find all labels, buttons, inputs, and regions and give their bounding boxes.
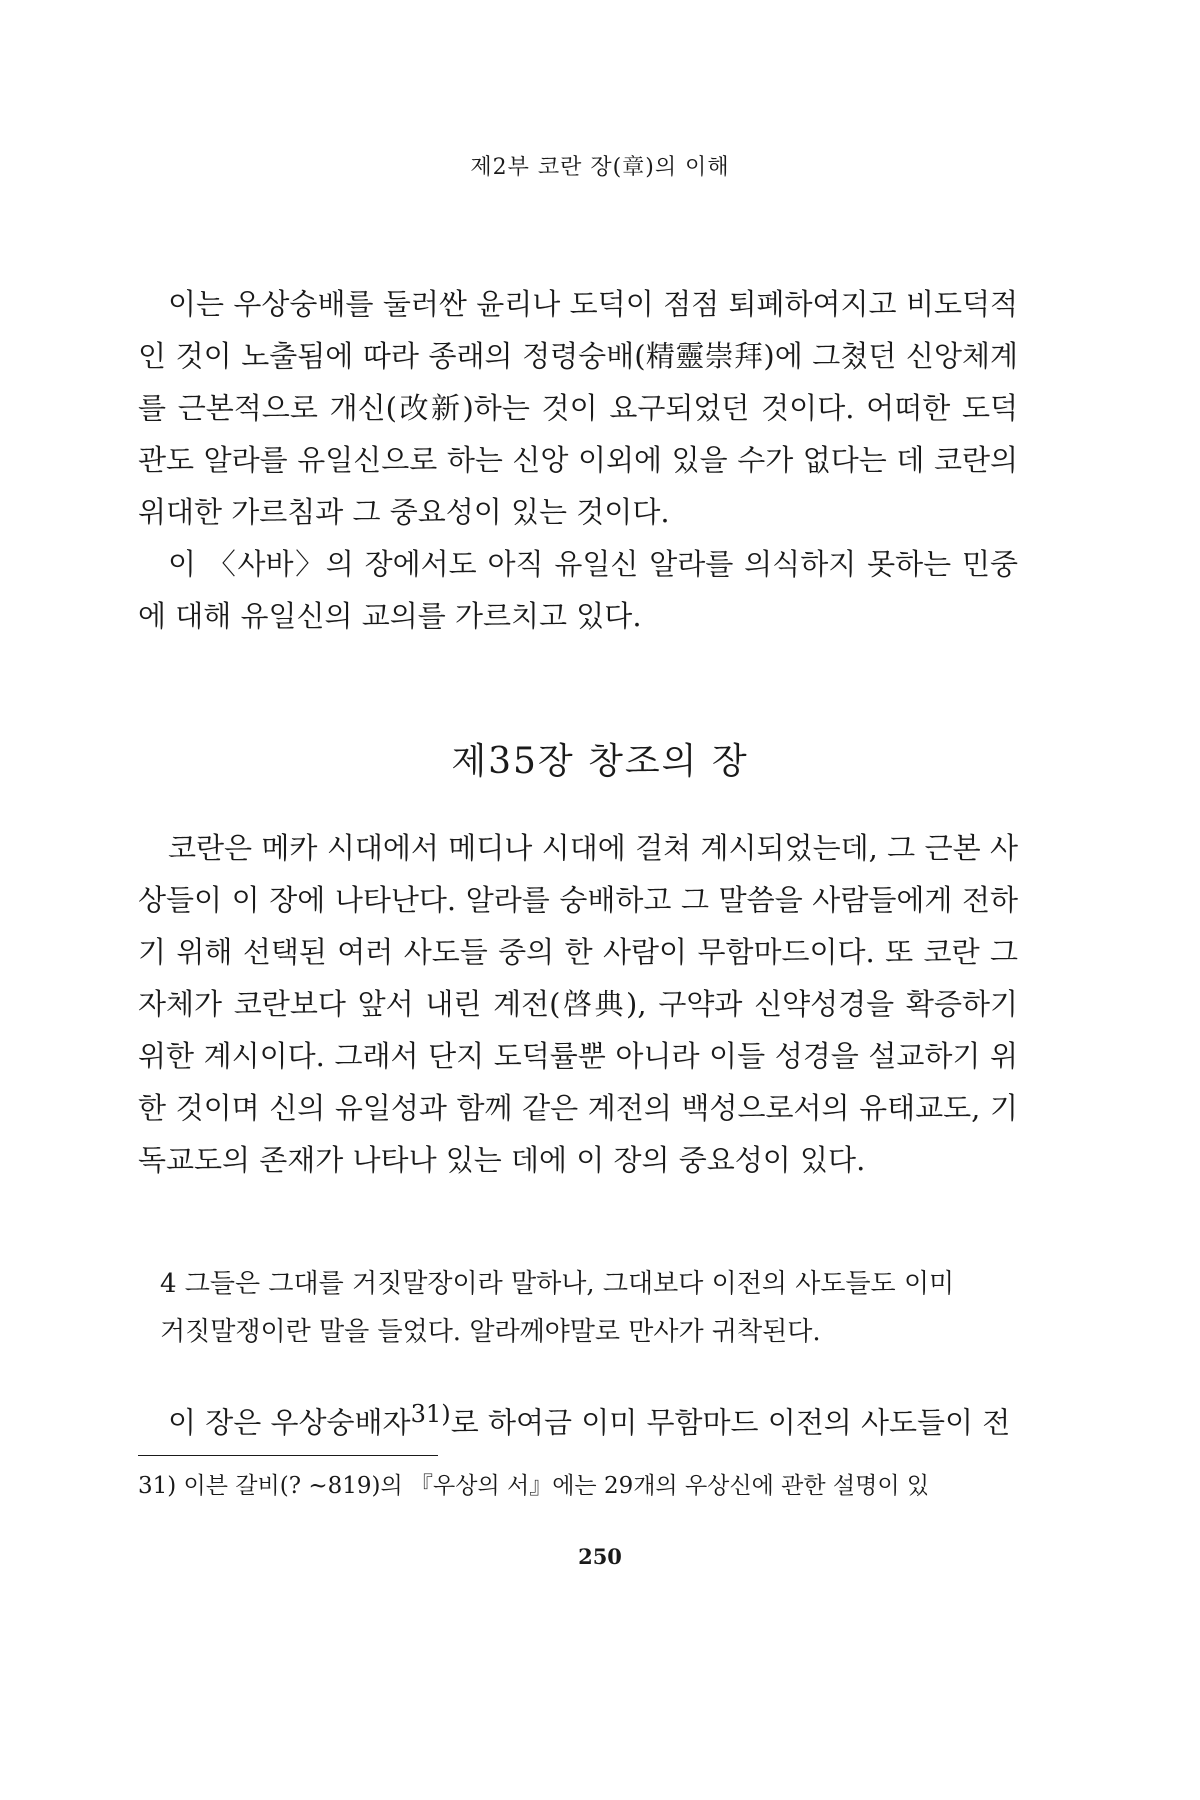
page-number: 250 [578, 1544, 622, 1569]
continuation-paragraph [138, 1388, 1018, 1449]
continuation-after: 로 하여금 이미 무함마드 이전의 사도들이 전 [450, 1405, 1011, 1440]
intro-section [138, 278, 1018, 642]
intro-paragraph: 이 〈사바〉의 장에서도 아직 유일신 알라를 의식하지 못하는 민중에 대해 유일신의 교의를 가르치고 있다. [138, 547, 1018, 633]
continuation-before: 이 장은 우상숭배자 [168, 1405, 411, 1440]
continuation-text [138, 1388, 1018, 1449]
chapter-body [138, 822, 1018, 1186]
footnote-reference: 31) [410, 1400, 451, 1428]
verse-text: 4 그들은 그대를 거짓말장이라 말하나, 그대보다 이전의 사도들도 이미 거짓말쟁이란 말을 들었다. 알라께야말로 만사가 귀착된다. [160, 1269, 955, 1347]
footnote: 31) 이븐 갈비(? ~819)의 『우상의 서』에는 29개의 우상신에 관한 설명이 있 [138, 1473, 930, 1499]
running-header: 제2부 코란 장(章)의 이해 [470, 155, 730, 180]
chapter-title: 제35장 창조의 장 [451, 741, 749, 782]
body-paragraph: 코란은 메카 시대에서 메디나 시대에 걸쳐 계시되었는데, 그 근본 사상들이 이 장에 나타난다. 알라를 숭배하고 그 말씀을 사람들에게 전하기 위해 선택된 여러 사도들 중의 한 사람이 무함마드이다. 또 코란 그 자체가 코란보다 앞서 내린 계전(啓典), 구약과 신약성경을 확증하기 위한 계시이다. 그래서 단지 도덕률뿐 아니라 이들 성경을 설교하기 위한 것이며 신의 유일성과 함께 같은 계전의 백성으로서의 유태교도, 기독교도의 존재가 나타나 있는 데에 이 장의 중요성이 있다. [138, 831, 1018, 1177]
intro-paragraph: 이는 우상숭배를 둘러싼 윤리나 도덕이 점점 퇴폐하여지고 비도덕적인 것이 노출됨에 따라 종래의 정령숭배(精靈崇拜)에 그쳤던 신앙체계를 근본적으로 개신(改新)하는 것이 요구되었던 것이다. 어떠한 도덕관도 알라를 유일신으로 하는 신앙 이외에 있을 수가 없다는 데 코란의 위대한 가르침과 그 중요성이 있는 것이다. [138, 287, 1018, 529]
verse-quote [160, 1260, 980, 1356]
footnote-divider [138, 1455, 438, 1456]
